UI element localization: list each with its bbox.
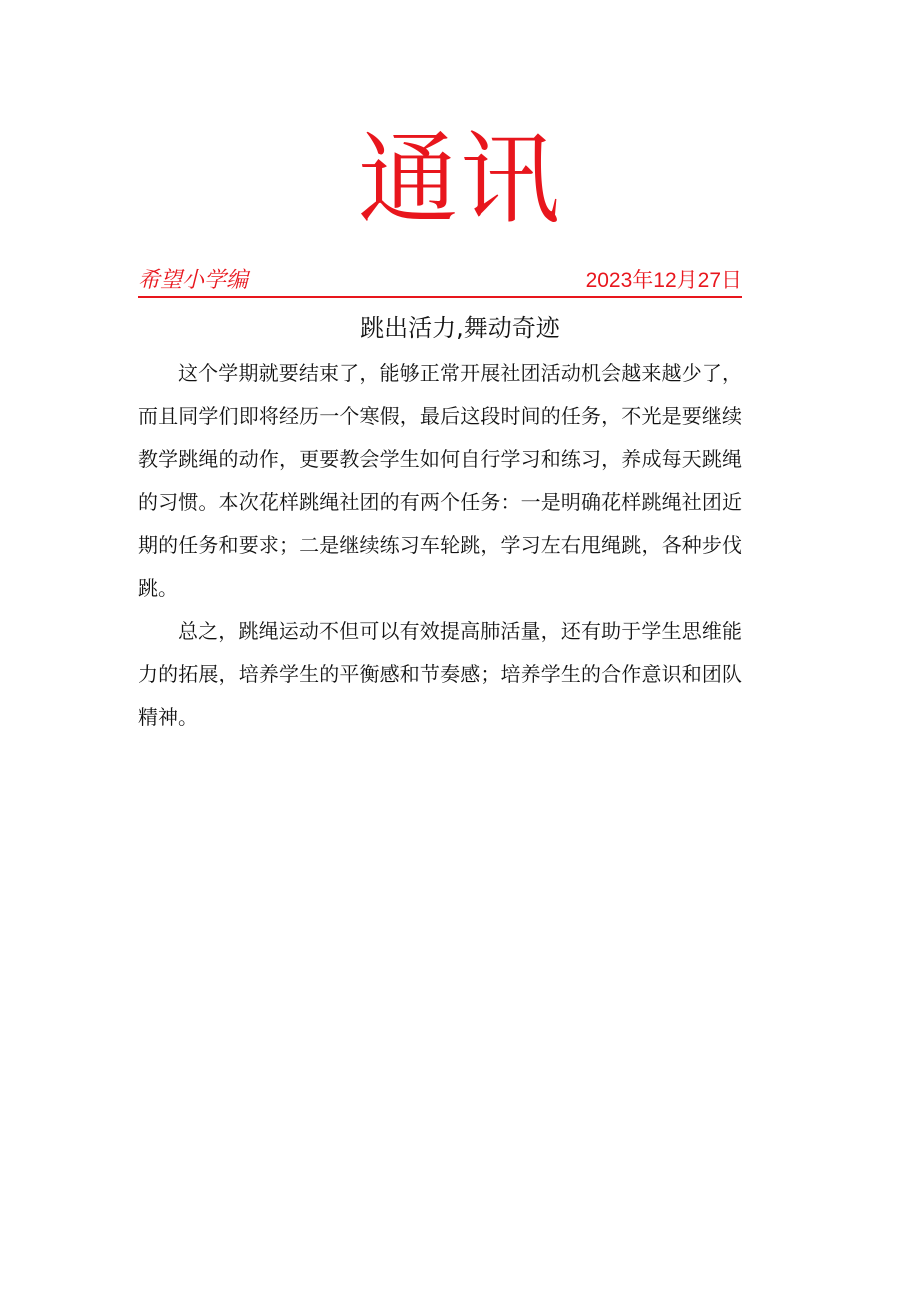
article-paragraph: 这个学期就要结束了，能够正常开展社团活动机会越来越少了，而且同学们即将经历一个寒假，最后这段时间的任务，不光是要继续教学跳绳的动作，更要教会学生如何自行学习和练习，养成每天跳绳的习惯。本次花样跳绳社团的有两个任务：一是明确花样跳绳社团近期的任务和要求；二是继续练习车轮跳，学习左右甩绳跳，各种步伐跳。 [138,361,742,600]
article-body [138,352,742,739]
article-title: 跳出活力,舞动奇迹 [360,314,560,342]
issuer-name: 希望小学编 [138,268,249,293]
article-paragraph: 总之，跳绳运动不但可以有效提高肺活量，还有助于学生思维能力的拓展，培养学生的平衡感和节奏感；培养学生的合作意识和团队精神。 [138,619,742,729]
issuer-line [138,266,742,298]
newsletter-masthead: 通讯 [358,121,562,238]
issue-date: 2023年12月27日 [585,269,742,292]
